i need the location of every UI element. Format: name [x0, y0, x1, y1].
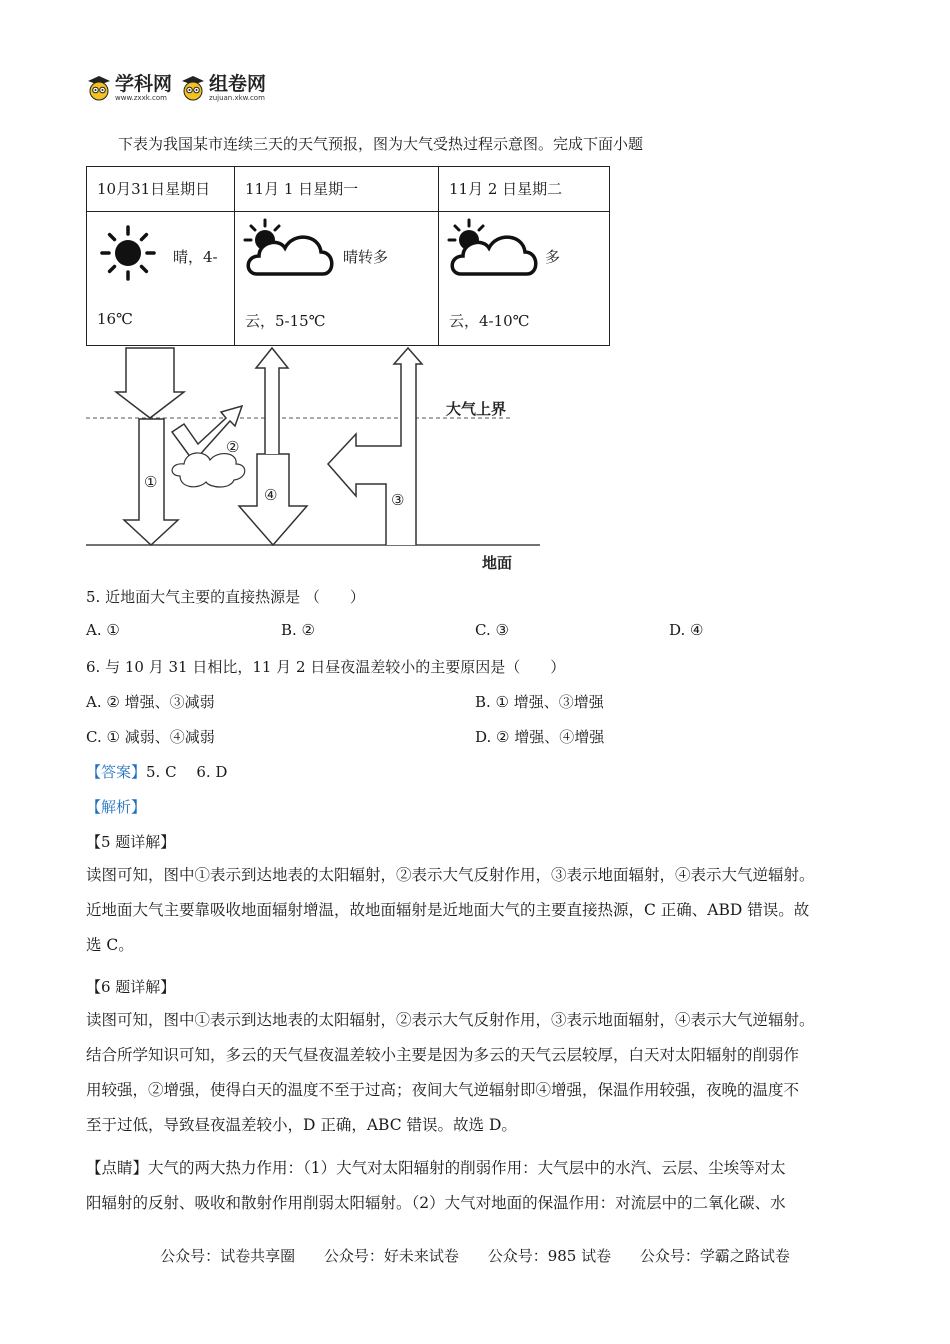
answer-tag: 【答案】	[86, 763, 147, 781]
detail-6-line: 结合所学知识可知，多云的天气昼夜温差较小主要是因为多云的天气云层较厚，白天对太阳辐射的削弱作	[86, 1046, 800, 1064]
sun-icon	[99, 224, 157, 282]
question-6-stem: 6. 与 10 月 31 日相比，11 月 2 日昼夜温差较小的主要原因是（ ）	[86, 658, 566, 676]
logo-xuekewang	[86, 74, 172, 102]
owl-mascot-icon	[86, 75, 112, 101]
q6-option-c: C. ① 减弱、④减弱	[86, 728, 215, 746]
marker-3: ③	[391, 491, 405, 509]
q6-option-a: A. ② 增强、③减弱	[86, 693, 215, 711]
q6-option-b: B. ① 增强、③增强	[475, 693, 604, 711]
brand-name-2: 组卷网	[209, 73, 267, 95]
q5-option-b: B. ②	[281, 621, 316, 639]
detail-5-line: 读图可知，图中①表示到达地表的太阳辐射，②表示大气反射作用，③表示地面辐射，④表示大气逆辐射。	[86, 866, 815, 884]
day1-desc-line1: 晴，4-	[173, 248, 218, 266]
day2-date: 11月 1 日星期一	[235, 167, 439, 212]
brand-url-1: www.zxxk.com	[115, 94, 167, 102]
footer-item: 公众号：试卷共享圈	[160, 1247, 296, 1265]
logo-zujuanwang	[180, 74, 266, 102]
detail-6-text	[86, 1003, 876, 1143]
detail-6-line: 至于过低，导致昼夜温差较小，D 正确，ABC 错误。故选 D。	[86, 1116, 517, 1134]
owl-mascot-icon	[180, 75, 206, 101]
day3-desc-line2: 云，4-10℃	[449, 312, 530, 330]
partly-cloudy-icon	[447, 218, 541, 280]
day2-forecast	[235, 212, 439, 346]
tip-line-2: 阳辐射的反射、吸收和散射作用削弱太阳辐射。（2）大气对地面的保温作用：对流层中的二氧化碳、水	[86, 1194, 786, 1212]
detail-6-tag: 【6 题详解】	[86, 978, 176, 996]
answer-line	[86, 761, 227, 782]
tip-text	[86, 1151, 876, 1221]
detail-6-line: 用较强，②增强，使得白天的温度不至于过高；夜间大气逆辐射即④增强，保温作用较强，夜晚的温度不	[86, 1081, 800, 1099]
escaping-radiation-arrow	[256, 348, 288, 454]
tip-line-1: 大气的两大热力作用：（1）大气对太阳辐射的削弱作用：大气层中的水汽、云层、尘埃等对太	[148, 1159, 786, 1177]
tip-tag: 【点睛】	[86, 1159, 149, 1177]
cloud-shape	[172, 453, 245, 487]
question-5-stem: 5. 近地面大气主要的直接热源是 （ ）	[86, 588, 365, 606]
day3-desc-line1: 多	[545, 248, 561, 266]
marker-1: ①	[144, 473, 158, 491]
q5-option-c: C. ③	[475, 621, 509, 639]
day1-forecast	[87, 212, 235, 346]
day3-forecast	[439, 212, 610, 346]
intro-text: 下表为我国某市连续三天的天气预报，图为大气受热过程示意图。完成下面小题	[118, 135, 644, 153]
detail-5-line: 选 C。	[86, 936, 134, 954]
weather-forecast-table	[86, 166, 610, 346]
arrow-3-ground-radiation	[328, 348, 422, 545]
q5-option-a: A. ①	[86, 621, 120, 639]
atmosphere-heating-diagram	[80, 346, 550, 576]
tip-line	[86, 1151, 876, 1186]
detail-6-line: 读图可知，图中①表示到达地表的太阳辐射，②表示大气反射作用，③表示地面辐射，④表示大气逆辐射。	[86, 1011, 815, 1029]
brand-name-1: 学科网	[115, 73, 173, 95]
ground-label: 地面	[482, 554, 513, 572]
atmosphere-top-label: 大气上界	[446, 400, 507, 418]
q6-option-d: D. ② 增强、④增强	[475, 728, 605, 746]
q5-option-d: D. ④	[669, 621, 704, 639]
analysis-tag: 【解析】	[86, 798, 147, 816]
partly-cloudy-icon	[243, 218, 337, 280]
marker-2: ②	[226, 438, 240, 456]
day3-date: 11月 2 日星期二	[439, 167, 610, 212]
footer-item: 公众号：学霸之路试卷	[639, 1247, 790, 1265]
detail-5-tag: 【5 题详解】	[86, 833, 176, 851]
brand-url-2: zujuan.xkw.com	[209, 94, 265, 102]
day1-date: 10月31日星期日	[87, 167, 235, 212]
day1-desc-line2: 16℃	[97, 310, 133, 328]
footer-item: 公众号：985 试卷	[487, 1247, 612, 1265]
footer	[0, 1245, 950, 1266]
day2-desc-line1: 晴转多	[343, 248, 389, 266]
answer-value: 5. C 6. D	[146, 763, 228, 781]
site-logo	[86, 70, 266, 106]
detail-5-line: 近地面大气主要靠吸收地面辐射增温，故地面辐射是近地面大气的主要直接热源，C 正确、ABD 错误。故	[86, 901, 810, 919]
detail-5-text	[86, 858, 876, 963]
day2-desc-line2: 云，5-15℃	[245, 312, 326, 330]
footer-item: 公众号：好未来试卷	[323, 1247, 459, 1265]
incoming-solar-arrow	[116, 348, 184, 418]
marker-4: ④	[264, 486, 278, 504]
